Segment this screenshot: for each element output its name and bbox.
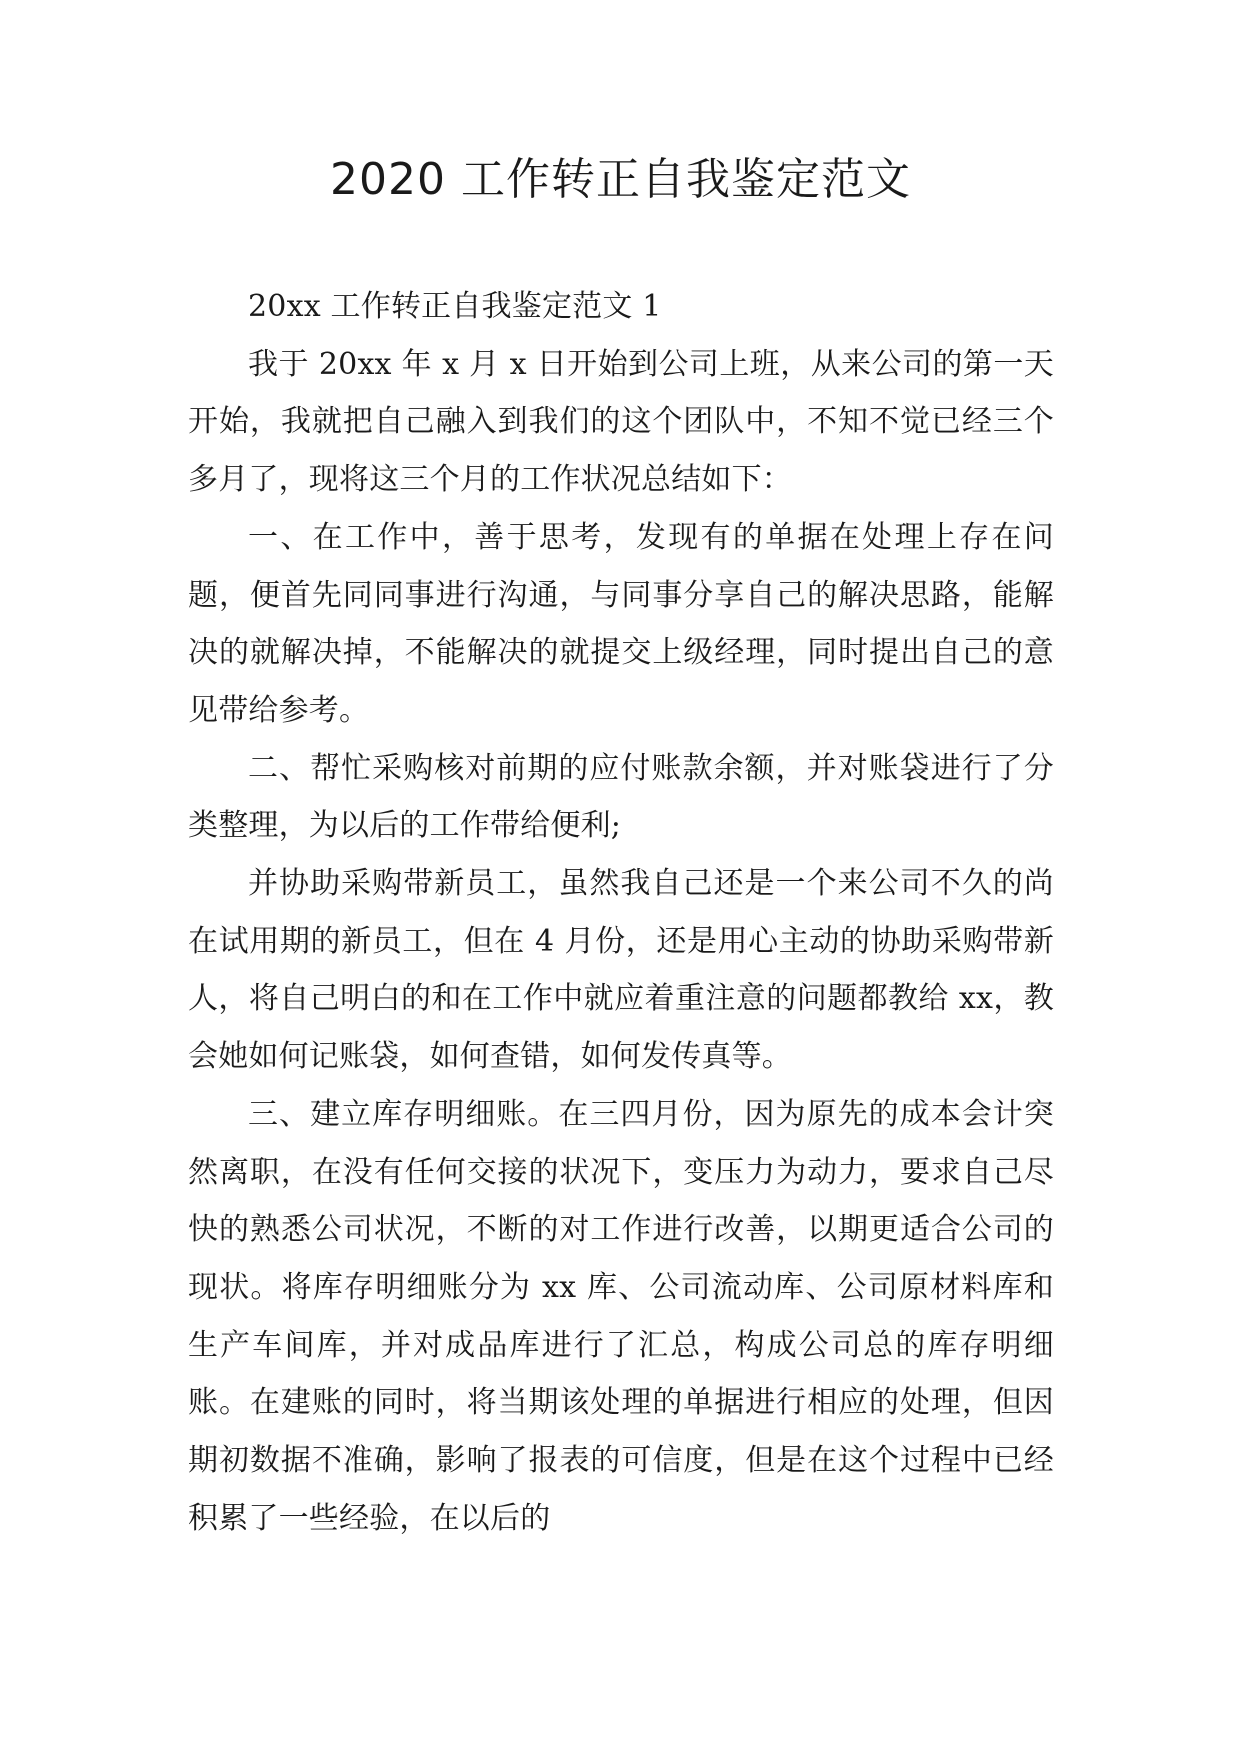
document-title: 2020 工作转正自我鉴定范文 <box>330 154 911 205</box>
paragraph-point-two: 二、帮忙采购核对前期的应付账款余额，并对账袋进行了分类整理，为以后的工作带给便利; <box>188 750 1054 844</box>
paragraph-point-two-continued: 并协助采购带新员工，虽然我自己还是一个来公司不久的尚在试用期的新员工，但在 4 月份，还是用心主动的协助采购带新人，将自己明白的和在工作中就应着重注意的问题都教给 xx，教会她如何记账袋，如何查错，如何发传真等。 <box>188 866 1054 1075</box>
paragraph-point-three: 三、建立库存明细账。在三四月份，因为原先的成本会计突然离职，在没有任何交接的状况下，变压力为动力，要求自己尽快的熟悉公司状况，不断的对工作进行改善，以期更适合公司的现状。将库存明细账分为 xx 库、公司流动库、公司原材料库和生产车间库，并对成品库进行了汇总，构成公司总的库存明细账。在建账的同时，将当期该处理的单据进行相应的处理，但因期初数据不准确，影响了报表的可信度，但是在这个过程中已经积累了一些经验，在以后的 <box>188 1096 1054 1536</box>
paragraph-intro: 我于 20xx 年 x 月 x 日开始到公司上班，从来公司的第一天开始，我就把自己融入到我们的这个团队中，不知不觉已经三个多月了，现将这三个月的工作状况总结如下： <box>188 346 1054 498</box>
paragraph-subtitle: 20xx 工作转正自我鉴定范文 1 <box>248 289 662 324</box>
paragraph-point-one: 一、在工作中，善于思考，发现有的单据在处理上存在问题，便首先同同事进行沟通，与同事分享自己的解决思路，能解决的就解决掉，不能解决的就提交上级经理，同时提出自己的意见带给参考。 <box>188 519 1054 728</box>
document-body <box>188 278 1054 1547</box>
